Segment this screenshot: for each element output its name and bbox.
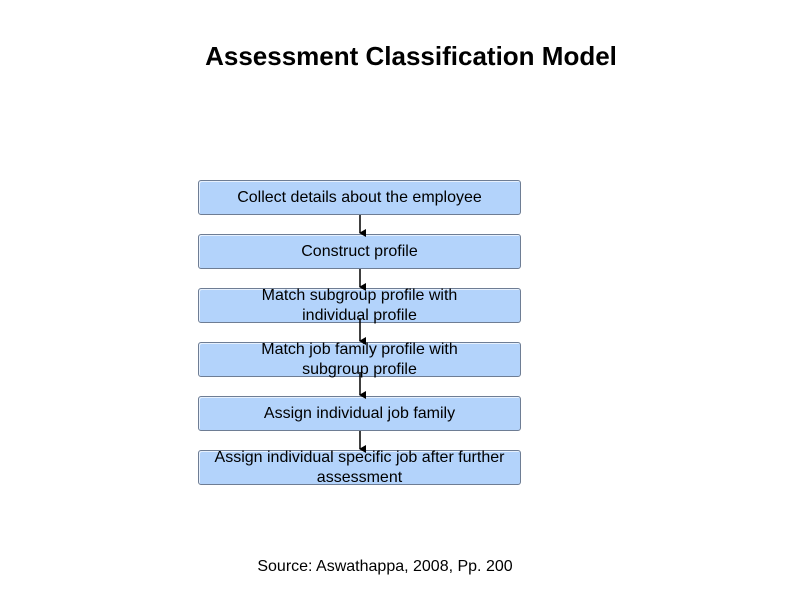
source-citation: Source: Aswathappa, 2008, Pp. 200: [257, 558, 513, 575]
flow-step-label: Construct profile: [301, 242, 418, 260]
flow-step-label: Match subgroup profile with individual profile: [261, 286, 458, 324]
flow-step-assign-job-family: [198, 396, 521, 431]
diagram-title: Assessment Classification Model: [205, 41, 617, 71]
flow-step-label: Match job family profile with subgroup profile: [261, 340, 458, 378]
flow-step-match-subgroup: [198, 288, 521, 323]
flow-step-construct-profile: [198, 234, 521, 269]
flow-step-assign-specific-job: [198, 450, 521, 485]
flow-step-label: Assign individual job family: [263, 404, 456, 422]
flow-step-label: Collect details about the employee: [237, 188, 482, 206]
flow-step-collect-details: [198, 180, 521, 215]
flow-step-match-job-family: [198, 342, 521, 377]
flow-step-label: Assign individual specific job after further assessment: [214, 448, 505, 486]
